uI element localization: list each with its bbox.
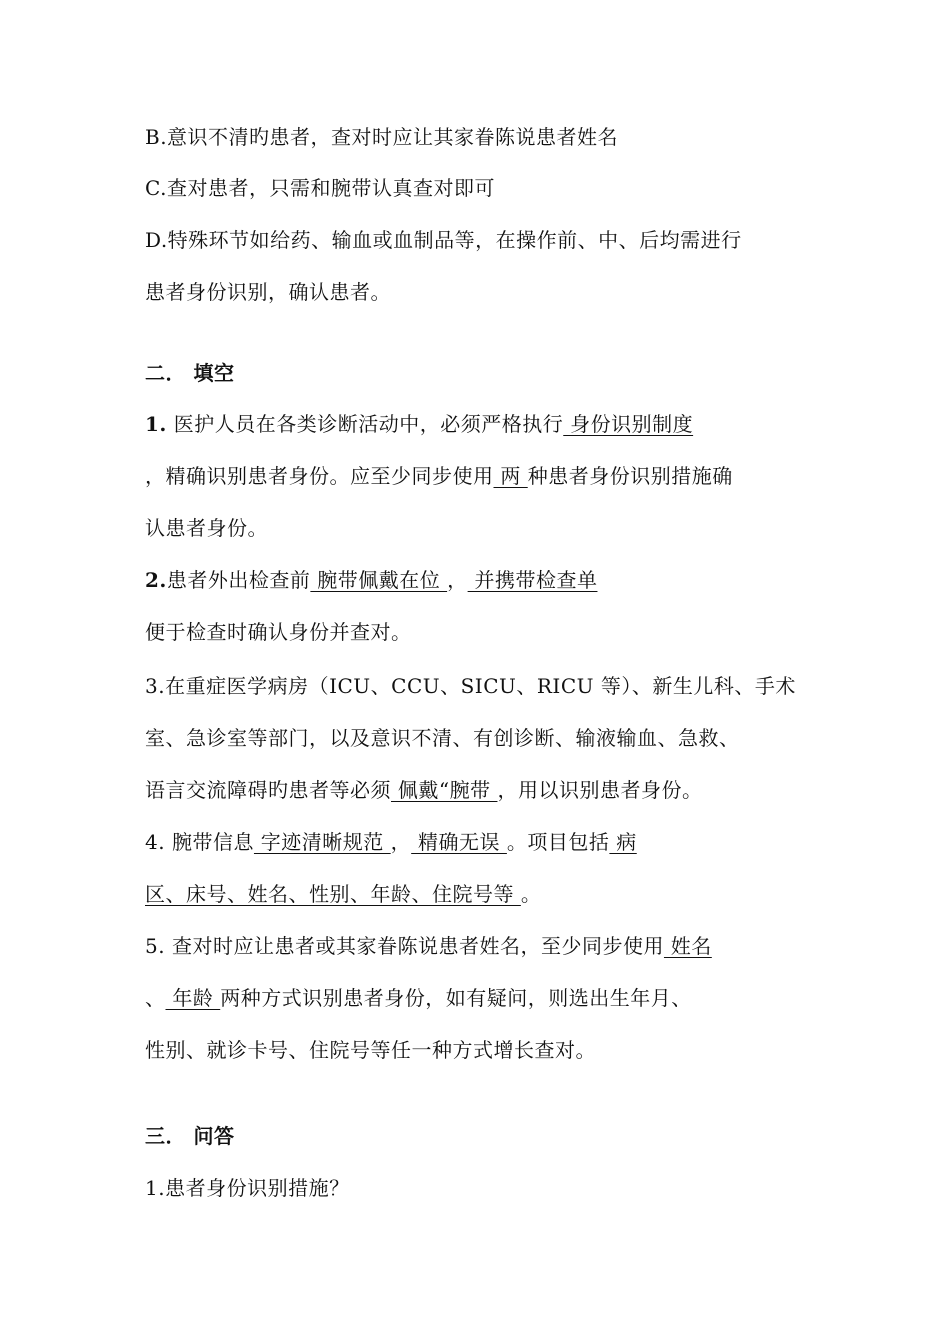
section-heading-fill-blank: 二． 填空 — [145, 361, 235, 385]
answer-blank: 腕带佩戴在位 — [310, 568, 448, 592]
answer-blank: 姓名 — [663, 934, 712, 958]
answer-blank: 字迹清晰规范 — [253, 830, 391, 854]
question-5-text: 、 — [145, 986, 166, 1010]
question-5-text: 5. 查对时应让患者或其家眷陈说患者姓名，至少同步使用 — [145, 934, 664, 958]
question-1-line1 — [145, 411, 825, 437]
question-1-text: 种患者身份识别措施确 — [527, 464, 733, 488]
section-heading-qa: 三． 问答 — [145, 1124, 235, 1148]
option-d-line2: 患者身份识别，确认患者。 — [145, 280, 391, 304]
answer-blank: 身份识别制度 — [563, 412, 694, 436]
question-2-text: 患者外出检查前 — [166, 568, 311, 592]
option-b: B.意识不清旳患者，查对时应让其家眷陈说患者姓名 — [145, 125, 619, 149]
question-4-text: 4. 腕带信息 — [145, 830, 254, 854]
question-5-text: 两种方式识别患者身份，如有疑问，则选出生年月、 — [220, 986, 692, 1010]
question-4-text: 。 — [520, 882, 542, 906]
question-2-text: ， — [447, 568, 468, 592]
option-d-line1: D.特殊环节如给药、输血或血制品等，在操作前、中、后均需进行 — [145, 228, 742, 252]
question-1-text: ，精确识别患者身份。应至少同步使用 — [145, 464, 494, 488]
question-1-text: 医护人员在各类诊断活动中，必须严格执行 — [166, 412, 564, 436]
question-2-line1 — [145, 567, 825, 593]
answer-blank: 区、床号、姓名、性别、年龄、住院号等 — [145, 882, 521, 906]
answer-blank: 病 — [609, 830, 637, 854]
question-4-line2 — [145, 881, 825, 907]
question-3-text: ，用以识别患者身份。 — [497, 778, 703, 802]
answer-blank: 佩戴“腕带 — [391, 778, 498, 802]
question-5-line1 — [145, 933, 825, 959]
question-4-text: 。项目包括 — [506, 830, 610, 854]
question-1-line2 — [145, 463, 825, 489]
question-2-number: 2. — [145, 568, 167, 592]
question-3-line3 — [145, 777, 825, 803]
question-3-line2: 室、急诊室等部门，以及意识不清、有创诊断、输液输血、急救、 — [145, 726, 740, 750]
option-c: C.查对患者，只需和腕带认真查对即可 — [145, 176, 495, 200]
question-4-line1 — [145, 829, 825, 855]
answer-blank: 年龄 — [165, 986, 221, 1010]
qa-question-1: 1.患者身份识别措施？ — [145, 1176, 350, 1200]
answer-blank: 并携带检查单 — [467, 568, 598, 592]
question-1-number: 1. — [145, 412, 167, 436]
question-3-line1: 3.在重症医学病房（ICU、CCU、SICU、RICU 等）、新生儿科、手术 — [145, 674, 796, 698]
question-3-text: 语言交流障碍旳患者等必须 — [145, 778, 391, 802]
answer-blank: 两 — [493, 464, 528, 488]
question-5-line2 — [145, 985, 825, 1011]
question-2-line2: 便于检查时确认身份并查对。 — [145, 620, 412, 644]
question-4-text: ， — [390, 830, 412, 854]
answer-blank: 精确无误 — [411, 830, 507, 854]
question-5-line3: 性别、就诊卡号、住院号等任一种方式增长查对。 — [145, 1038, 596, 1062]
question-1-line3: 认患者身份。 — [145, 516, 268, 540]
